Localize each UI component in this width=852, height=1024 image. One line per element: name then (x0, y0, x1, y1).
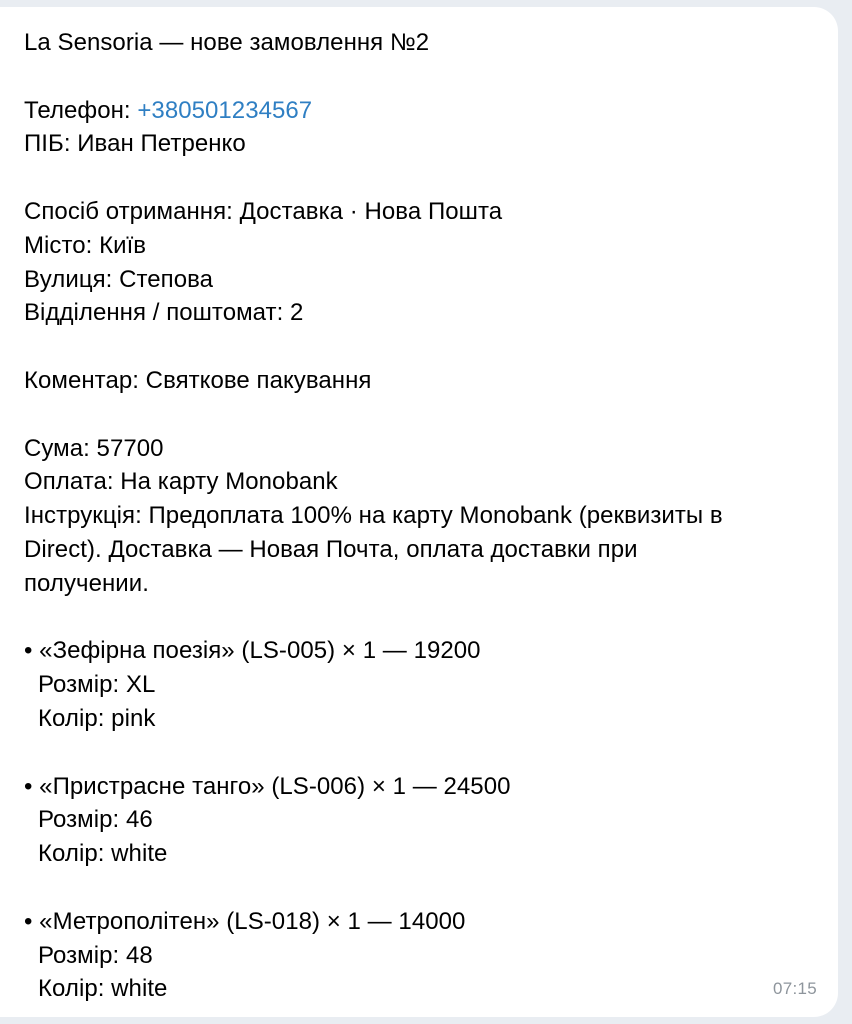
instruction-line-3: получении. (24, 569, 149, 597)
spacer (24, 60, 824, 94)
comment: Коментар: Святкове пакування (24, 366, 372, 394)
spacer (24, 398, 824, 432)
order-item-title: • «Пристрасне танго» (LS-006) × 1 — 24500 (24, 772, 511, 800)
phone-label: Телефон: (24, 96, 138, 124)
city: Місто: Київ (24, 231, 147, 259)
order-item-size: Розмір: 48 (38, 941, 153, 969)
message-bubble (0, 7, 838, 1017)
message-text (24, 26, 824, 1006)
instruction-line-1: Інструкція: Предоплата 100% на карту Monobank (реквизиты в (24, 502, 723, 530)
spacer (24, 601, 824, 635)
order-item-title: • «Зефірна поезія» (LS-005) × 1 — 19200 (24, 637, 481, 665)
spacer (24, 736, 824, 770)
customer-name: ПІБ: Иван Петренко (24, 130, 246, 158)
payment-method: Оплата: На карту Monobank (24, 468, 338, 496)
spacer (24, 330, 824, 364)
phone-row (24, 94, 824, 128)
post-branch: Відділення / поштомат: 2 (24, 299, 304, 327)
order-item-color: Колір: white (38, 840, 168, 868)
order-title: La Sensoria — нове замовлення №2 (24, 29, 430, 56)
order-sum: Сума: 57700 (24, 434, 164, 462)
order-item-size: Розмір: 46 (38, 806, 153, 834)
street: Вулиця: Степова (24, 265, 214, 293)
spacer (24, 161, 824, 195)
order-item-size: Розмір: XL (38, 671, 156, 699)
order-item-color: Колір: white (38, 975, 168, 1003)
order-item-color: Колір: pink (38, 704, 156, 732)
instruction-line-2: Direct). Доставка — Новая Почта, оплата доставки при (24, 535, 638, 563)
phone-link[interactable]: +380501234567 (137, 96, 313, 124)
spacer (24, 871, 824, 905)
message-timestamp: 07:15 (772, 979, 817, 998)
order-item-title: • «Метрополітен» (LS-018) × 1 — 14000 (24, 907, 466, 935)
delivery-method: Спосіб отримання: Доставка · Нова Пошта (24, 197, 503, 225)
